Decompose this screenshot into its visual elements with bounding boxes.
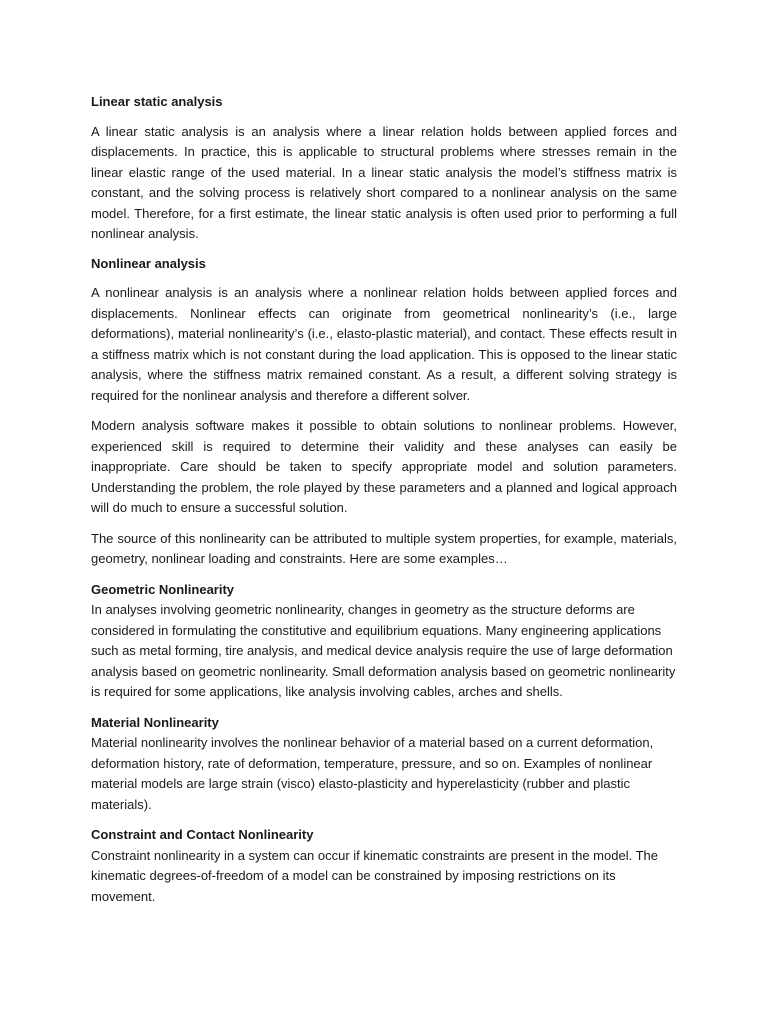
paragraph-nonlinear-1: A nonlinear analysis is an analysis where a nonlinear relation holds between applied forces and displacements. Nonlinear effects can originate from geometrical nonlinearity’s (i.e., large deformations), material nonlinearity’s (i.e., elasto-plastic material), and contact. These effects result in a stiffness matrix which is not constant during the load application. This is opposed to the linear static analysis, where the stiffness matrix remained constant. As a result, a different solving strategy is required for the nonlinear analysis and therefore a different solver. bbox=[91, 285, 677, 403]
heading-material: Material Nonlinearity bbox=[91, 714, 219, 730]
paragraph-linear-static: A linear static analysis is an analysis where a linear relation holds between applied forces and displacements. In practice, this is applicable to structural problems where stresses remain in the linear elastic range of the used material. In a linear static analysis the model’s stiffness matrix is constant, and the solving process is relatively short compared to a nonlinear analysis on the same model. Therefore, for a first estimate, the linear static analysis is often used prior to performing a full nonlinear analysis. bbox=[91, 123, 677, 241]
paragraph-nonlinear-2: Modern analysis software makes it possible to obtain solutions to nonlinear problems. However, experienced skill is required to determine their validity and these analyses can easily be inappropriate. Care should be taken to specify appropriate model and solution parameters. Understanding the problem, the role played by these parameters and a planned and logical approach will do much to ensure a successful solution. bbox=[91, 418, 677, 515]
heading-geometric: Geometric Nonlinearity bbox=[91, 581, 235, 597]
paragraph-geometric: In analyses involving geometric nonlinearity, changes in geometry as the structure deforms are considered in formulating the constitutive and equilibrium equations. Many engineering applications such as metal forming, tire analysis, and medical device analysis require the use of large deformation analysis based on geometric nonlinearity. Small deformation analysis based on geometric nonlinearity is required for some applications, like analysis involving cables, arches and shells. bbox=[91, 602, 676, 699]
heading-constraint: Constraint and Contact Nonlinearity bbox=[91, 827, 314, 842]
document-page bbox=[91, 92, 677, 907]
paragraph-nonlinear-3: The source of this nonlinearity can be attributed to multiple system properties, for example, materials, geometry, nonlinear loading and constraints. Here are some examples… bbox=[91, 530, 677, 566]
heading-linear-static: Linear static analysis bbox=[91, 94, 223, 109]
heading-nonlinear: Nonlinear analysis bbox=[91, 255, 206, 271]
paragraph-constraint: Constraint nonlinearity in a system can occur if kinematic constraints are present in the model. The kinematic degrees-of-freedom of a model can be constrained by imposing restrictions on its movement. bbox=[91, 847, 658, 904]
paragraph-material: Material nonlinearity involves the nonlinear behavior of a material based on a current deformation, deformation history, rate of deformation, temperature, pressure, and so on. Examples of nonlinear material models are large strain (visco) elasto-plasticity and hyperelasticity (rubber and plastic materials). bbox=[91, 735, 654, 812]
